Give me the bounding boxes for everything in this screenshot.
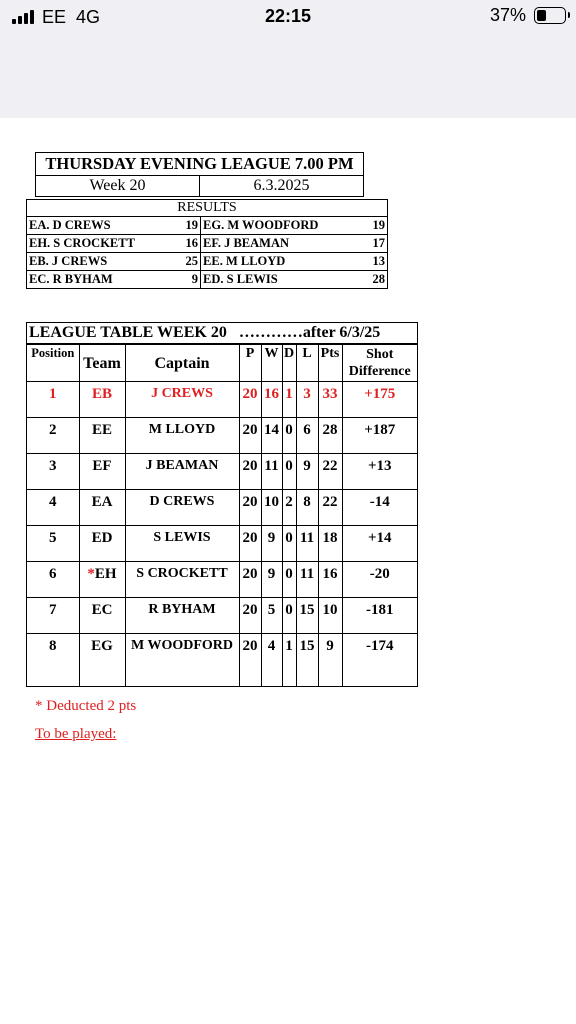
team-cell: EE (79, 418, 125, 454)
shot-difference-cell: -181 (342, 598, 417, 634)
battery-icon (534, 7, 566, 24)
status-bar (0, 0, 576, 118)
league-row (27, 526, 417, 562)
shot-difference-cell: +13 (342, 454, 417, 490)
result-away-score: 17 (364, 235, 387, 253)
won-cell: 10 (261, 490, 282, 526)
team-cell: EA (79, 490, 125, 526)
league-table-title (27, 323, 417, 344)
lost-cell: 11 (296, 526, 318, 562)
position-cell: 4 (27, 490, 79, 526)
played-cell: 20 (239, 490, 261, 526)
col-shot-difference (342, 345, 417, 382)
drawn-cell: 1 (282, 382, 296, 418)
difference-label: Difference (348, 364, 411, 379)
shot-difference-cell: +14 (342, 526, 417, 562)
status-right (490, 5, 566, 26)
won-cell: 4 (261, 634, 282, 687)
result-row (27, 271, 387, 289)
league-row (27, 418, 417, 454)
shot-difference-cell: +187 (342, 418, 417, 454)
result-away-team: EF. J BEAMAN (201, 235, 365, 253)
league-row (27, 634, 417, 687)
results-table (26, 199, 388, 289)
drawn-cell: 0 (282, 598, 296, 634)
lost-cell: 15 (296, 634, 318, 687)
league-row (27, 490, 417, 526)
result-away-team: EE. M LLOYD (201, 253, 365, 271)
league-table (26, 322, 418, 687)
col-lost: L (296, 345, 318, 382)
position-cell: 5 (27, 526, 79, 562)
won-cell: 11 (261, 454, 282, 490)
points-cell: 33 (318, 382, 342, 418)
points-cell: 22 (318, 490, 342, 526)
league-row (27, 562, 417, 598)
status-time: 22:15 (264, 6, 312, 26)
points-cell: 9 (318, 634, 342, 687)
result-away-team: ED. S LEWIS (201, 271, 365, 289)
team-cell: EF (79, 454, 125, 490)
team-cell: EG (79, 634, 125, 687)
result-away-score: 19 (372, 218, 385, 232)
results-title: RESULTS (27, 200, 387, 217)
team-code: EH (94, 566, 117, 582)
position-cell: 8 (27, 634, 79, 687)
points-cell: 18 (318, 526, 342, 562)
lost-cell: 11 (296, 562, 318, 598)
league-header (35, 152, 364, 197)
league-table-after: …………after 6/3/25 (238, 324, 381, 341)
col-drawn: D (282, 345, 296, 382)
result-home-team: EH. S CROCKETT (27, 235, 177, 253)
drawn-cell: 2 (282, 490, 296, 526)
league-row (27, 454, 417, 490)
result-home-score: 9 (177, 271, 200, 289)
league-title: THURSDAY EVENING LEAGUE 7.00 PM (36, 153, 363, 176)
lost-cell: 3 (296, 382, 318, 418)
team-cell: EB (79, 382, 125, 418)
team-cell (79, 562, 125, 598)
col-position: Position (27, 345, 79, 382)
played-cell: 20 (239, 418, 261, 454)
result-away-team: EG. M WOODFORD (203, 218, 319, 232)
points-cell: 28 (318, 418, 342, 454)
week-label: Week 20 (36, 176, 200, 196)
team-cell: ED (79, 526, 125, 562)
col-played: P (239, 345, 261, 382)
league-header-row (27, 345, 417, 382)
points-cell: 10 (318, 598, 342, 634)
col-team: Team (79, 345, 125, 382)
league-row (27, 382, 417, 418)
position-cell: 3 (27, 454, 79, 490)
date-label: 6.3.2025 (253, 177, 310, 194)
shot-difference-cell: -174 (342, 634, 417, 687)
position-cell: 6 (27, 562, 79, 598)
team-cell: EC (79, 598, 125, 634)
played-cell: 20 (239, 562, 261, 598)
drawn-cell: 0 (282, 562, 296, 598)
league-row (27, 598, 417, 634)
played-cell: 20 (239, 454, 261, 490)
shot-difference-cell: +175 (342, 382, 417, 418)
position-cell: 7 (27, 598, 79, 634)
lost-cell: 9 (296, 454, 318, 490)
lost-cell: 6 (296, 418, 318, 454)
drawn-cell: 0 (282, 418, 296, 454)
result-home-team: EB. J CREWS (27, 253, 177, 271)
won-cell: 9 (261, 526, 282, 562)
points-cell: 22 (318, 454, 342, 490)
shot-label: Shot (366, 347, 394, 362)
shot-difference-cell: -20 (342, 562, 417, 598)
played-cell: 20 (239, 634, 261, 687)
col-captain: Captain (125, 345, 239, 382)
deduction-mark: * (87, 566, 95, 582)
result-home-team: EA. D CREWS (29, 218, 111, 232)
captain-cell: M WOODFORD (125, 634, 239, 687)
won-cell: 16 (261, 382, 282, 418)
result-away-score: 28 (364, 271, 387, 289)
week-date-row (36, 176, 363, 196)
captain-cell: J BEAMAN (125, 454, 239, 490)
network-label: 4G (76, 6, 101, 27)
result-home-score: 19 (177, 217, 200, 235)
captain-cell: S CROCKETT (125, 562, 239, 598)
points-cell: 16 (318, 562, 342, 598)
captain-cell: M LLOYD (125, 418, 239, 454)
carrier-label: EE (42, 6, 67, 27)
won-cell: 14 (261, 418, 282, 454)
result-home-team: EC. R BYHAM (27, 271, 177, 289)
league-table-name: LEAGUE TABLE WEEK 20 (29, 324, 227, 341)
won-cell: 9 (261, 562, 282, 598)
captain-cell: D CREWS (125, 490, 239, 526)
position-cell: 2 (27, 418, 79, 454)
result-row (27, 253, 387, 271)
played-cell: 20 (239, 598, 261, 634)
captain-cell: S LEWIS (125, 526, 239, 562)
col-won: W (261, 345, 282, 382)
to-be-played-link[interactable]: To be played: (35, 726, 117, 742)
result-row (27, 235, 387, 253)
shot-difference-cell: -14 (342, 490, 417, 526)
result-row (27, 217, 387, 235)
captain-cell: J CREWS (125, 382, 239, 418)
drawn-cell: 0 (282, 454, 296, 490)
drawn-cell: 0 (282, 526, 296, 562)
lost-cell: 8 (296, 490, 318, 526)
col-points: Pts (318, 345, 342, 382)
captain-cell: R BYHAM (125, 598, 239, 634)
played-cell: 20 (239, 382, 261, 418)
battery-percent: 37% (489, 5, 526, 25)
won-cell: 5 (261, 598, 282, 634)
result-away-score: 13 (364, 253, 387, 271)
deduction-note: * Deducted 2 pts (35, 698, 137, 714)
result-home-score: 16 (177, 235, 200, 253)
played-cell: 20 (239, 526, 261, 562)
lost-cell: 15 (296, 598, 318, 634)
drawn-cell: 1 (282, 634, 296, 687)
position-cell: 1 (27, 382, 79, 418)
result-home-score: 25 (177, 253, 200, 271)
